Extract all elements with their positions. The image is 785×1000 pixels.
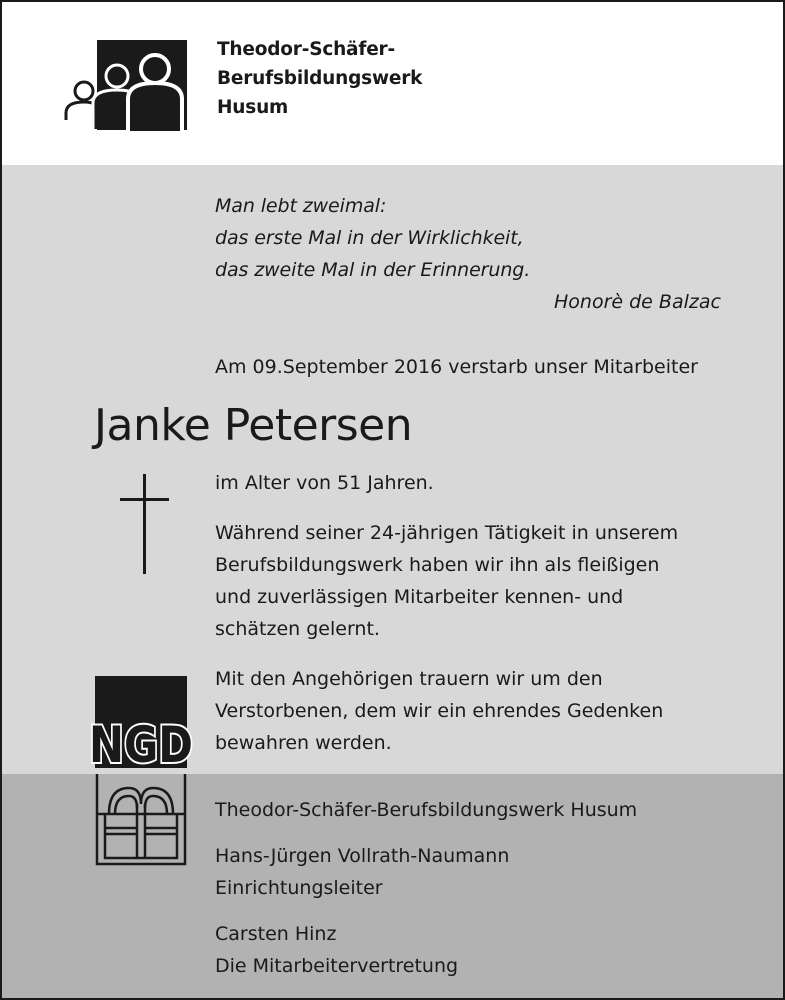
signature-person-1: [215, 840, 509, 904]
org-name-line-1: Theodor-Schäfer-: [217, 39, 395, 60]
cross-emblem-icon: [95, 774, 187, 866]
signature-person-1-role: Einrichtungsleiter: [215, 877, 383, 899]
tribute-line-3: und zuverlässigen Mitarbeiter kennen- und: [215, 586, 624, 608]
tribute-paragraph: [215, 517, 678, 645]
tribute-line-1: Während seiner 24-jährigen Tätigkeit in unserem: [215, 522, 679, 544]
age-line: im Alter von 51 Jahren.: [215, 472, 434, 494]
header: [2, 2, 783, 165]
quote-line-1: Man lebt zweimal:: [215, 195, 387, 217]
tribute-line-4: schätzen gelernt.: [215, 618, 380, 640]
announcement: Am 09.September 2016 verstarb unser Mitarbeiter: [215, 356, 698, 378]
tribute-line-2: Berufsbildungswerk haben wir ihn als fleißigen: [215, 554, 660, 576]
signature-organization: [215, 794, 637, 826]
org-name-line-2: Berufsbildungswerk: [217, 68, 423, 89]
mourning-line-1: Mit den Angehörigen trauern wir um den: [215, 668, 603, 690]
signature-person-2-name: Carsten Hinz: [215, 923, 337, 945]
org-name-line-3: Husum: [217, 97, 289, 118]
age-text: [215, 467, 434, 499]
quote: [215, 190, 530, 286]
quote-line-3: das zweite Mal in der Erinnerung.: [215, 259, 531, 281]
signature-person-2-role: Die Mitarbeitervertretung: [215, 955, 459, 977]
quote-author: Honorè de Balzac: [554, 291, 721, 313]
signature-person-1-name: Hans-Jürgen Vollrath-Naumann: [215, 845, 510, 867]
signature-org-line: Theodor-Schäfer-Berufsbildungswerk Husum: [215, 799, 638, 821]
quote-line-2: das erste Mal in der Wirklichkeit,: [215, 227, 524, 249]
deceased-name: Janke Petersen: [94, 400, 413, 451]
people-group-icon: [60, 47, 190, 129]
ngd-logo: [86, 710, 196, 772]
mourning-line-3: bewahren werden.: [215, 732, 392, 754]
organization-name: [217, 35, 422, 122]
signature-person-2: [215, 918, 458, 982]
ngd-logo-text: NGD: [89, 716, 193, 774]
mourning-line-2: Verstorbenen, dem wir ein ehrendes Gedenken: [215, 700, 664, 722]
mourning-paragraph: [215, 663, 663, 759]
